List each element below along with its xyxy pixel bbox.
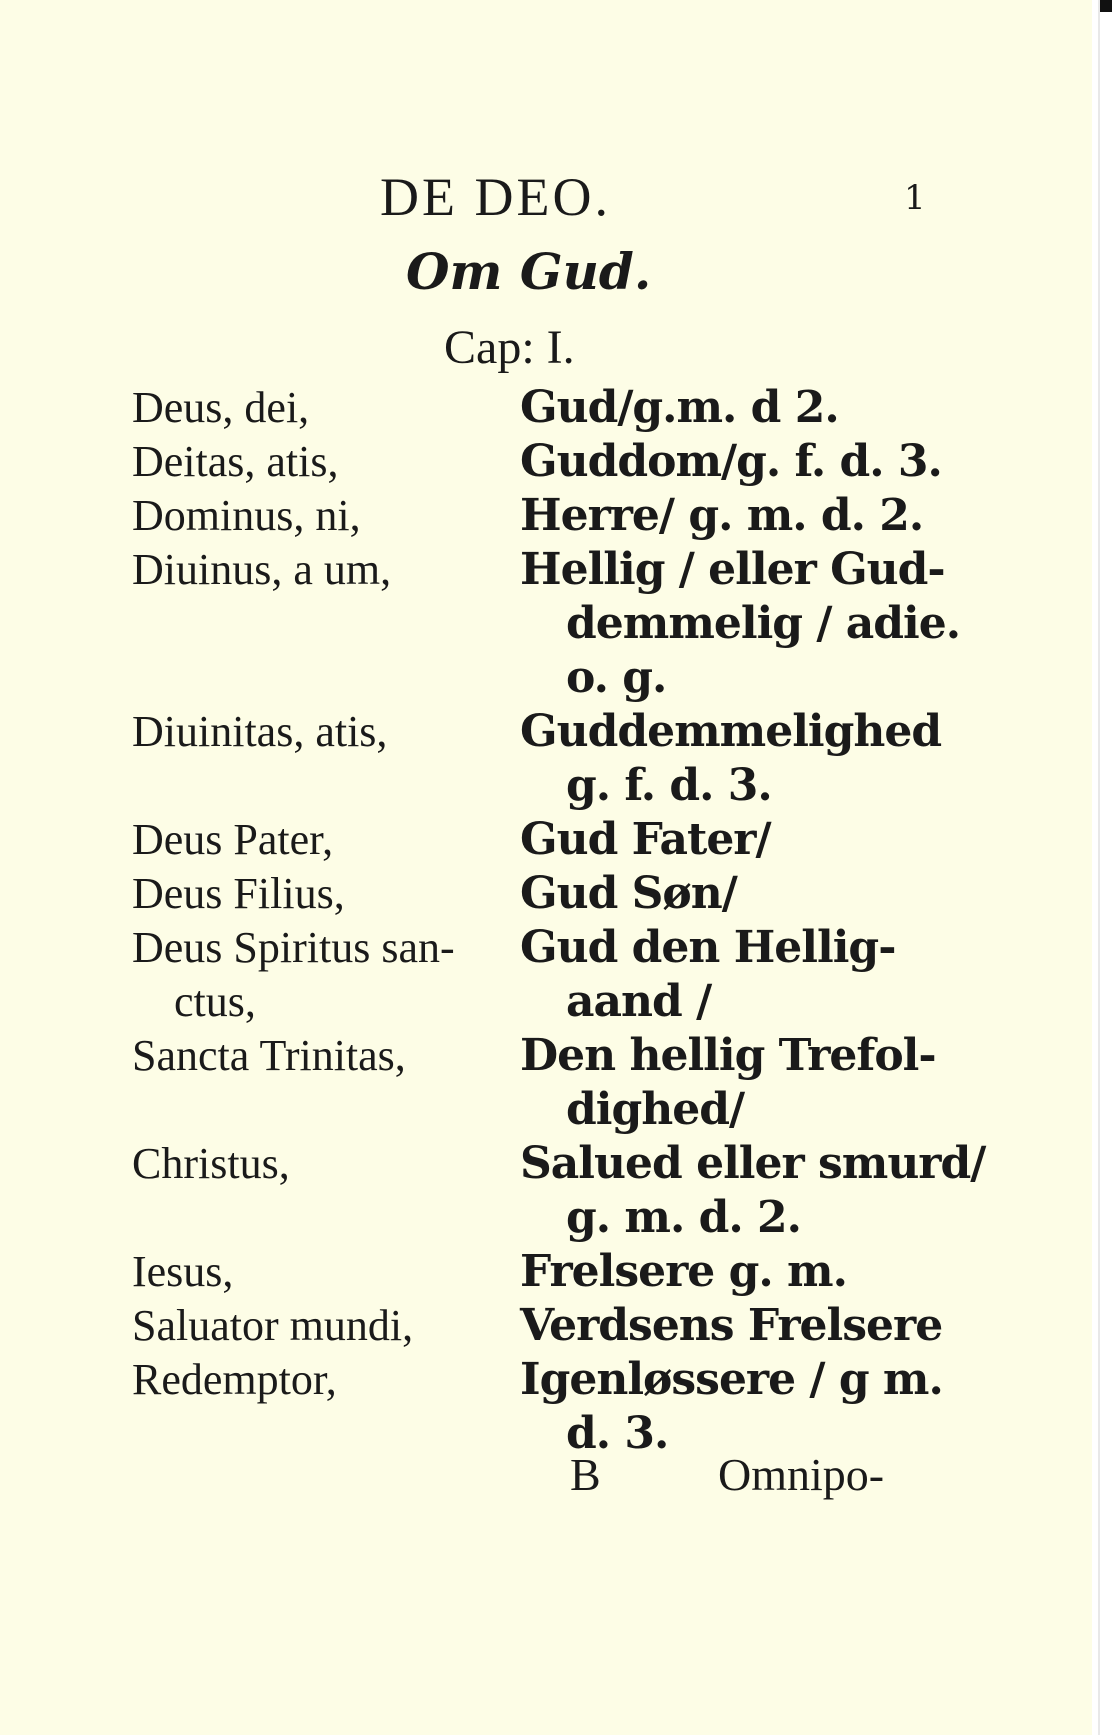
- latin-term: Deus Spiritus san-: [132, 923, 455, 972]
- danish-gloss-continued: d. 3.: [566, 1408, 669, 1459]
- danish-gloss: Guddemmelighed: [520, 706, 942, 757]
- latin-term: Christus,: [132, 1139, 290, 1188]
- latin-term: Dominus, ni,: [132, 491, 361, 540]
- latin-term: Diuinus, a um,: [132, 545, 392, 594]
- danish-gloss: Gud Fater/: [520, 814, 771, 865]
- latin-term: Deus Filius,: [132, 869, 345, 918]
- latin-term: Deus Pater,: [132, 815, 334, 864]
- danish-gloss: Herre/ g. m. d. 2.: [520, 490, 924, 541]
- danish-gloss-continued: aand /: [566, 976, 712, 1027]
- latin-term: Iesus,: [132, 1247, 234, 1296]
- page-subtitle: Om Gud.: [406, 242, 652, 301]
- danish-gloss-continued: dighed/: [566, 1084, 745, 1135]
- chapter-heading: Cap: I.: [444, 321, 575, 374]
- latin-term: Redemptor,: [132, 1355, 337, 1404]
- latin-term: Saluator mundi,: [132, 1301, 414, 1350]
- latin-term: Sancta Trinitas,: [132, 1031, 406, 1080]
- danish-gloss: Hellig / eller Gud-: [520, 544, 945, 595]
- danish-gloss: Verdsens Frelsere: [520, 1300, 943, 1351]
- signature-mark: B: [570, 1449, 601, 1500]
- latin-term: Diuinitas, atis,: [132, 707, 388, 756]
- danish-gloss: Gud Søn/: [520, 868, 737, 919]
- danish-gloss: Gud/g.m. d 2.: [520, 382, 839, 433]
- folio-number: 1: [904, 178, 926, 218]
- danish-gloss-continued: demmelig / adie.: [566, 598, 961, 649]
- danish-gloss: Guddom/g. f. d. 3.: [520, 436, 942, 487]
- page-edge-divider: [1098, 0, 1100, 1735]
- danish-gloss: Den hellig Trefol-: [520, 1030, 936, 1081]
- latin-term: Deus, dei,: [132, 383, 310, 432]
- danish-gloss: Salued eller smurd/: [520, 1138, 986, 1189]
- danish-gloss-continued: g. f. d. 3.: [566, 760, 772, 811]
- danish-gloss: Frelsere g. m.: [520, 1246, 847, 1297]
- danish-gloss-continued: o. g.: [566, 652, 667, 703]
- page-title: DE DEO.: [380, 167, 611, 227]
- danish-gloss: Igenløssere / g m.: [520, 1354, 943, 1405]
- danish-gloss: Gud den Hellig-: [520, 922, 896, 973]
- corner-mark: [1100, 0, 1112, 12]
- latin-term: Deitas, atis,: [132, 437, 339, 486]
- latin-term-continued: ctus,: [174, 977, 256, 1026]
- catchword: Omnipo-: [718, 1449, 885, 1500]
- danish-gloss-continued: g. m. d. 2.: [566, 1192, 801, 1243]
